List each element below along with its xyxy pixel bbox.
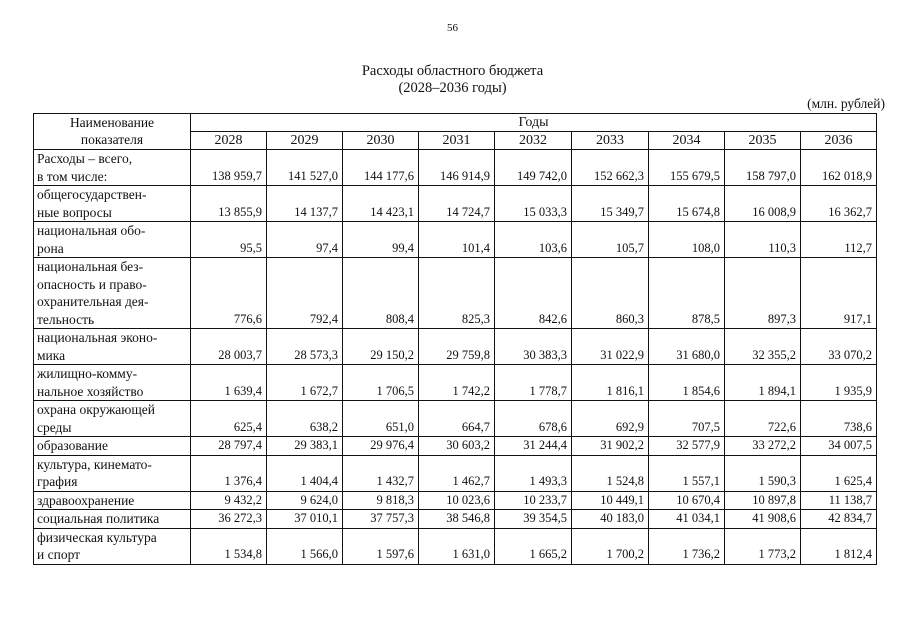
value-cell: 707,5 <box>649 401 725 437</box>
value-cell: 722,6 <box>725 401 801 437</box>
row-label-line: национальная без- <box>37 259 144 274</box>
value-cell: 30 603,2 <box>419 437 495 456</box>
row-label-line: физическая культура <box>37 529 157 545</box>
row-label-line: охранительная дея- <box>37 294 149 309</box>
table-row <box>34 258 877 329</box>
value-cell: 41 034,1 <box>649 510 725 529</box>
budget-table <box>33 113 877 565</box>
value-cell: 1 597,6 <box>343 528 419 564</box>
value-cell: 38 546,8 <box>419 510 495 529</box>
row-label-line: нальное хозяйство <box>37 383 144 399</box>
value-cell: 1 773,2 <box>725 528 801 564</box>
row-label-line: здравоохранение <box>37 492 135 508</box>
value-cell: 664,7 <box>419 401 495 437</box>
year-header-cell: 2035 <box>725 132 801 150</box>
value-cell: 1 665,2 <box>495 528 572 564</box>
value-cell: 1 404,4 <box>267 455 343 491</box>
table-row <box>34 491 877 510</box>
value-cell: 842,6 <box>495 258 572 329</box>
value-cell: 162 018,9 <box>801 150 877 186</box>
value-cell: 738,6 <box>801 401 877 437</box>
row-label-line: общегосударствен- <box>37 187 147 202</box>
row-label-line: охрана окружающей <box>37 402 155 417</box>
value-cell: 101,4 <box>419 222 495 258</box>
value-cell: 1 812,4 <box>801 528 877 564</box>
value-cell: 13 855,9 <box>191 186 267 222</box>
row-label-line: среды <box>37 419 72 435</box>
value-cell: 33 272,2 <box>725 437 801 456</box>
value-cell: 1 566,0 <box>267 528 343 564</box>
value-cell: 1 935,9 <box>801 365 877 401</box>
row-label-line: и спорт <box>37 547 81 562</box>
value-cell: 30 383,3 <box>495 329 572 365</box>
value-cell: 692,9 <box>572 401 649 437</box>
value-cell: 14 423,1 <box>343 186 419 222</box>
value-cell: 141 527,0 <box>267 150 343 186</box>
value-cell: 9 624,0 <box>267 491 343 510</box>
row-label-line: графия <box>37 474 78 489</box>
value-cell: 10 233,7 <box>495 491 572 510</box>
table-row <box>34 510 877 529</box>
row-label <box>34 329 191 365</box>
value-cell: 28 573,3 <box>267 329 343 365</box>
value-cell: 1 672,7 <box>267 365 343 401</box>
value-cell: 110,3 <box>725 222 801 258</box>
row-label <box>34 222 191 258</box>
value-cell: 32 355,2 <box>725 329 801 365</box>
value-cell: 42 834,7 <box>801 510 877 529</box>
row-label-line: социальная политика <box>37 511 160 526</box>
row-label-line: тельность <box>37 311 95 327</box>
row-label <box>34 401 191 437</box>
value-cell: 15 674,8 <box>649 186 725 222</box>
value-cell: 808,4 <box>343 258 419 329</box>
value-cell: 29 976,4 <box>343 437 419 456</box>
row-label <box>34 150 191 186</box>
year-header-cell: 2032 <box>495 132 572 150</box>
value-cell: 40 183,0 <box>572 510 649 529</box>
row-label-line: опасность и право- <box>37 276 147 292</box>
value-cell: 105,7 <box>572 222 649 258</box>
table-row <box>34 150 877 186</box>
units-note: (млн. рублей) <box>807 96 885 111</box>
value-cell: 1 462,7 <box>419 455 495 491</box>
value-cell: 625,4 <box>191 401 267 437</box>
value-cell: 1 639,4 <box>191 365 267 401</box>
value-cell: 31 680,0 <box>649 329 725 365</box>
value-cell: 897,3 <box>725 258 801 329</box>
value-cell: 792,4 <box>267 258 343 329</box>
table-row <box>34 437 877 456</box>
table-row <box>34 401 877 437</box>
value-cell: 37 757,3 <box>343 510 419 529</box>
year-header-cell: 2033 <box>572 132 649 150</box>
value-cell: 15 349,7 <box>572 186 649 222</box>
value-cell: 29 383,1 <box>267 437 343 456</box>
row-label <box>34 365 191 401</box>
table-header <box>34 114 877 150</box>
row-label-line: культура, кинемато- <box>37 456 152 472</box>
value-cell: 1 854,6 <box>649 365 725 401</box>
value-cell: 1 816,1 <box>572 365 649 401</box>
value-cell: 638,2 <box>267 401 343 437</box>
value-cell: 28 003,7 <box>191 329 267 365</box>
table-row <box>34 528 877 564</box>
row-label-line: ные вопросы <box>37 204 112 220</box>
value-cell: 34 007,5 <box>801 437 877 456</box>
value-cell: 1 778,7 <box>495 365 572 401</box>
row-label-line: мика <box>37 347 66 363</box>
value-cell: 103,6 <box>495 222 572 258</box>
value-cell: 15 033,3 <box>495 186 572 222</box>
value-cell: 1 700,2 <box>572 528 649 564</box>
row-label <box>34 510 191 529</box>
value-cell: 39 354,5 <box>495 510 572 529</box>
value-cell: 1 894,1 <box>725 365 801 401</box>
row-label <box>34 455 191 491</box>
title-line-2: (2028–2036 годы) <box>398 80 507 96</box>
table-row <box>34 455 877 491</box>
value-cell: 158 797,0 <box>725 150 801 186</box>
table-row <box>34 329 877 365</box>
value-cell: 31 022,9 <box>572 329 649 365</box>
value-cell: 36 272,3 <box>191 510 267 529</box>
value-cell: 651,0 <box>343 401 419 437</box>
value-cell: 31 244,4 <box>495 437 572 456</box>
value-cell: 9 818,3 <box>343 491 419 510</box>
value-cell: 1 534,8 <box>191 528 267 564</box>
value-cell: 41 908,6 <box>725 510 801 529</box>
value-cell: 10 670,4 <box>649 491 725 510</box>
value-cell: 1 557,1 <box>649 455 725 491</box>
value-cell: 138 959,7 <box>191 150 267 186</box>
row-label-line: образование <box>37 438 108 453</box>
header-row-top <box>34 114 877 132</box>
value-cell: 146 914,9 <box>419 150 495 186</box>
year-header-cell: 2028 <box>191 132 267 150</box>
year-header-cell: 2036 <box>801 132 877 150</box>
value-cell: 10 449,1 <box>572 491 649 510</box>
value-cell: 16 362,7 <box>801 186 877 222</box>
value-cell: 31 902,2 <box>572 437 649 456</box>
row-label <box>34 528 191 564</box>
name-header-line: Наименование <box>69 115 155 130</box>
value-cell: 112,7 <box>801 222 877 258</box>
value-cell: 108,0 <box>649 222 725 258</box>
value-cell: 97,4 <box>267 222 343 258</box>
value-cell: 1 706,5 <box>343 365 419 401</box>
table-row <box>34 186 877 222</box>
value-cell: 28 797,4 <box>191 437 267 456</box>
value-cell: 149 742,0 <box>495 150 572 186</box>
row-label-line: национальная эконо- <box>37 330 158 345</box>
title-line-1: Расходы областного бюджета <box>361 63 544 79</box>
value-cell: 99,4 <box>343 222 419 258</box>
value-cell: 1 742,2 <box>419 365 495 401</box>
value-cell: 1 376,4 <box>191 455 267 491</box>
value-cell: 678,6 <box>495 401 572 437</box>
value-cell: 152 662,3 <box>572 150 649 186</box>
page-number: 56 <box>447 22 458 34</box>
table-body <box>34 150 877 565</box>
value-cell: 776,6 <box>191 258 267 329</box>
row-label-line: рона <box>37 240 64 256</box>
value-cell: 9 432,2 <box>191 491 267 510</box>
row-label-line: национальная обо- <box>37 223 146 238</box>
value-cell: 155 679,5 <box>649 150 725 186</box>
value-cell: 16 008,9 <box>725 186 801 222</box>
value-cell: 144 177,6 <box>343 150 419 186</box>
value-cell: 878,5 <box>649 258 725 329</box>
table-row <box>34 365 877 401</box>
value-cell: 1 432,7 <box>343 455 419 491</box>
value-cell: 37 010,1 <box>267 510 343 529</box>
value-cell: 1 493,3 <box>495 455 572 491</box>
row-label-line: в том числе: <box>37 168 108 184</box>
row-label <box>34 186 191 222</box>
years-header: Годы <box>191 114 877 132</box>
value-cell: 14 137,7 <box>267 186 343 222</box>
value-cell: 11 138,7 <box>801 491 877 510</box>
value-cell: 1 736,2 <box>649 528 725 564</box>
row-label-line: жилищно-комму- <box>37 366 138 381</box>
value-cell: 1 631,0 <box>419 528 495 564</box>
value-cell: 825,3 <box>419 258 495 329</box>
document-title <box>0 63 905 97</box>
value-cell: 1 524,8 <box>572 455 649 491</box>
name-header-line: показателя <box>80 132 144 147</box>
value-cell: 33 070,2 <box>801 329 877 365</box>
year-header-cell: 2030 <box>343 132 419 150</box>
value-cell: 1 590,3 <box>725 455 801 491</box>
value-cell: 29 150,2 <box>343 329 419 365</box>
indicator-name-header <box>34 114 191 150</box>
value-cell: 1 625,4 <box>801 455 877 491</box>
value-cell: 917,1 <box>801 258 877 329</box>
year-header-cell: 2031 <box>419 132 495 150</box>
table-row <box>34 222 877 258</box>
row-label <box>34 437 191 456</box>
value-cell: 32 577,9 <box>649 437 725 456</box>
value-cell: 10 023,6 <box>419 491 495 510</box>
row-label-line: Расходы – всего, <box>37 151 133 166</box>
value-cell: 95,5 <box>191 222 267 258</box>
row-label <box>34 491 191 510</box>
value-cell: 14 724,7 <box>419 186 495 222</box>
value-cell: 10 897,8 <box>725 491 801 510</box>
row-label <box>34 258 191 329</box>
value-cell: 29 759,8 <box>419 329 495 365</box>
value-cell: 860,3 <box>572 258 649 329</box>
year-header-cell: 2029 <box>267 132 343 150</box>
year-header-cell: 2034 <box>649 132 725 150</box>
